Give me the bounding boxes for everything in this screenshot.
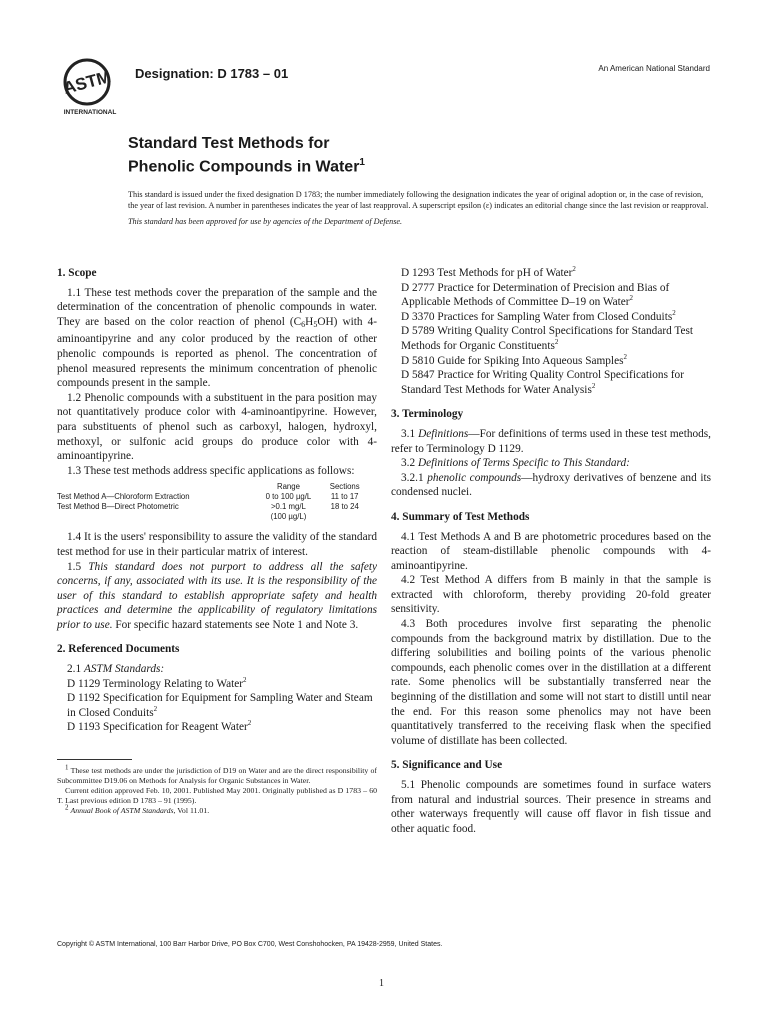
intro-paragraph: This standard is issued under the fixed designation D 1783; the number immediately following the designation indicates the year of original adoption or, in the case of revision, the year of last revision. A number in parentheses indicates the year of last reapproval. A superscript epsilon (ε) indicates an editorial change since the last revision or reapproval. bbox=[128, 190, 709, 210]
svg-text:ASTM: ASTM bbox=[61, 67, 113, 98]
section-heading-referenced-documents: 2. Referenced Documents bbox=[57, 643, 180, 656]
terminology-para-3-2: 3.2 Definitions of Terms Specific to This Standard: bbox=[401, 457, 630, 470]
reference-item: D 5810 Guide for Spiking Into Aqueous Samples$^2$ bbox=[401, 352, 627, 367]
section-heading-terminology: 3. Terminology bbox=[391, 408, 464, 421]
dod-approval-note: This standard has been approved for use by agencies of the Department of Defense. bbox=[128, 217, 403, 226]
terminology-para-3-1: 3.1 Definitions—For definitions of terms used in these test methods, refer to Terminology D 1129. bbox=[391, 427, 711, 455]
referenced-para-2-1: 2.1 ASTM Standards: bbox=[67, 663, 165, 676]
section-heading-summary: 4. Summary of Test Methods bbox=[391, 510, 530, 523]
reference-item: D 5847 Practice for Writing Quality Control Specifications for Standard Test Methods for Water Analysis$^2$ bbox=[401, 369, 684, 396]
footnote-1-edition: Current edition approved Feb. 10, 2001. Published May 2001. Originally published as D 1783 – 60 T. Last previous edition D 1783 – 91 (1995). bbox=[57, 786, 377, 806]
national-standard-label: An American National Standard bbox=[598, 64, 710, 73]
summary-para-4-1: 4.1 Test Methods A and B are photometric procedures based on the reaction of steam-distillable phenolic compounds with 4-aminoantipyrine. bbox=[391, 530, 711, 572]
footnotes bbox=[57, 763, 378, 816]
table-row: Test Method B—Direct Photometric >0.1 mg/L (100 µg/L) 18 to 24 bbox=[57, 502, 359, 522]
footnote-2: $^2$ Annual Book of ASTM Standards, Vol 11.01. bbox=[65, 803, 210, 816]
scope-para-1-3: 1.3 These test methods address specific applications as follows: bbox=[67, 464, 355, 477]
reference-item: D 3370 Practices for Sampling Water from Closed Conduits$^2$ bbox=[401, 309, 676, 323]
logo-text: INTERNATIONAL bbox=[63, 109, 117, 116]
reference-item: D 1192 Specification for Equipment for Sampling Water and Steam in Closed Conduits$^2$ bbox=[67, 692, 373, 719]
title-line-1: Standard Test Methods for bbox=[128, 135, 330, 152]
scope-para-1-1: 1.1 These test methods cover the preparation of the sample and the determination of the concentration of phenolic compounds in water. They are based on the color reaction of phenol $(C_6H_5OH)$ with 4-aminoantipyrine and any color produced by the reaction of other phenolic compounds is reported as phenol. The concentration of phenol measured represents the minimum concentration of phenolic compounds present in the sample. bbox=[57, 286, 377, 390]
copyright-notice: Copyright © ASTM International, 100 Barr Harbor Drive, PO Box C700, West Conshohocken, PA 19428-2959, United States. bbox=[57, 941, 443, 948]
scope-para-1-5: 1.5 This standard does not purport to address all the safety concerns, if any, associated with its use. It is the responsibility of the user of this standard to establish appropriate safety and health practices and determine the applicability of regulatory limitations prior to use. For specific hazard statements see Note 1 and Note 3. bbox=[57, 560, 377, 631]
document-title bbox=[128, 134, 365, 176]
significance-para-5-1: 5.1 Phenolic compounds are sometimes found in surface waters from natural and industrial sources. Their presence in streams and other waterways frequently will cause off flavor in fish tissue and other aquatic food. bbox=[391, 779, 711, 835]
right-column bbox=[391, 266, 711, 836]
table-header-range: Range bbox=[276, 482, 300, 492]
title-line-2: Phenolic Compounds in Water bbox=[128, 158, 360, 176]
table-header-sections: Sections bbox=[329, 482, 360, 492]
terminology-para-3-2-1: 3.2.1 phenolic compounds—hydroxy derivatives of benzene and its condensed nuclei. bbox=[391, 471, 711, 499]
intro-block bbox=[128, 189, 710, 232]
reference-item: D 1129 Terminology Relating to Water$^2$ bbox=[67, 675, 247, 690]
table-row: Test Method A—Chloroform Extraction 0 to 100 µg/L 11 to 17 bbox=[57, 492, 359, 502]
scope-para-1-2: 1.2 Phenolic compounds with a substituent in the para position may not quantitatively produce color with 4-aminoantipyrine. However, para substituents of phenol such as carboxyl, halogen, hydroxyl, methoxyl, or sulfonic acid groups do produce color with 4-aminoantipyrine. bbox=[57, 391, 377, 463]
scope-para-1-4: 1.4 It is the users' responsibility to assure the validity of the standard test method for use in their particular matrix of interest. bbox=[57, 531, 377, 558]
footnote-1: $^1$ These test methods are under the jurisdiction of D19 on Water and are the direct responsibility of Subcommittee D19.06 on Methods for Analysis for Organic Substances in Water. bbox=[57, 763, 378, 786]
title-footnote-mark: 1 bbox=[359, 157, 365, 168]
reference-item: D 5789 Writing Quality Control Specifications for Standard Test Methods for Organic Constituents$^2$ bbox=[401, 325, 694, 352]
reference-item: D 1193 Specification for Reagent Water$^2$ bbox=[67, 719, 252, 734]
test-method-table bbox=[57, 482, 367, 522]
reference-item: D 1293 Test Methods for pH of Water$^2$ bbox=[401, 265, 576, 279]
section-heading-significance: 5. Significance and Use bbox=[391, 759, 503, 772]
summary-para-4-3: 4.3 Both procedures involve first separating the phenolic compounds from the background matrix by distillation. Due to the differing solubilities and boiling points of the various phenolic compounds, each phenolic comes over in the distillation at a different rate. Some phenolics will be substantially transferred near the beginning of the distillation and some will not start to distill until near the end. For this reason some phenolics may not have been quantitatively transferred to the receiving flask when the specified volume of distillate has been collected. bbox=[391, 618, 711, 747]
designation: Designation: D 1783 – 01 bbox=[135, 66, 289, 81]
footnote-divider bbox=[57, 759, 132, 760]
reference-item: D 2777 Practice for Determination of Precision and Bias of Applicable Methods of Committee D–19 on Water$^2$ bbox=[401, 281, 670, 309]
section-heading-scope: 1. Scope bbox=[57, 267, 97, 279]
astm-logo bbox=[59, 55, 121, 117]
left-column bbox=[57, 266, 377, 816]
summary-para-4-2: 4.2 Test Method A differs from B mainly in that the sample is extracted with chloroform, thereby providing 20-fold greater sensitivity. bbox=[391, 574, 711, 616]
page-number: 1 bbox=[379, 978, 384, 989]
